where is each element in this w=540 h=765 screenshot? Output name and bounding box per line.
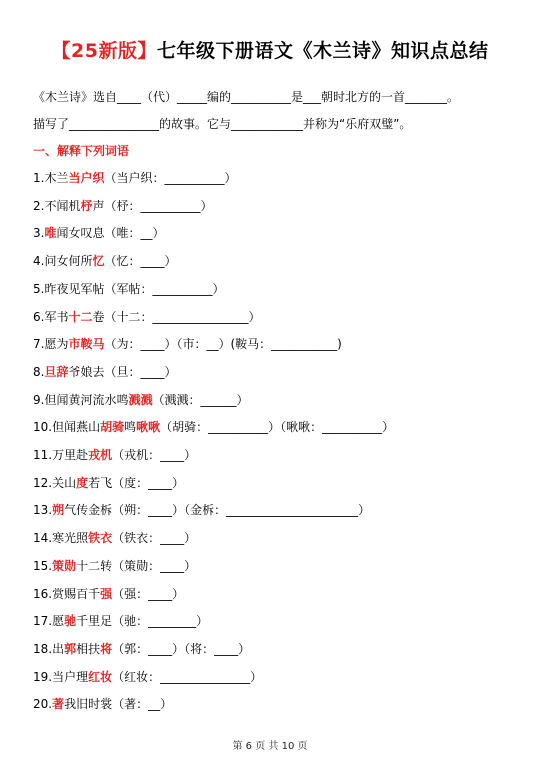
item-text: 6.军书 <box>33 309 69 324</box>
highlighted-term: 戎机 <box>88 448 113 462</box>
list-item <box>33 308 260 325</box>
highlighted-term: 忆 <box>92 254 105 269</box>
item-text: 3. <box>33 226 45 241</box>
item-text: 8. <box>33 364 45 379</box>
highlighted-term: 朔 <box>52 503 65 518</box>
title-main: 七年级下册语文《木兰诗》知识点总结 <box>156 40 489 62</box>
highlighted-term: 当户织 <box>68 171 105 185</box>
list-item <box>33 197 212 214</box>
item-text: 若飞（度：____） <box>88 475 185 490</box>
item-text: 鸣 <box>124 420 137 435</box>
item-text: 16.赏赐百千 <box>33 586 101 601</box>
item-text: 7.愿为 <box>33 337 69 352</box>
item-text: （胡骑：__________）（啾啾：__________） <box>160 420 395 435</box>
title-tag: 【25新版】 <box>51 40 157 62</box>
list-item <box>33 668 262 685</box>
item-text: （红妆：_______________） <box>112 669 263 684</box>
list-item <box>33 612 208 629</box>
item-text: （戎机：____） <box>112 448 197 462</box>
item-text: 13. <box>33 503 53 518</box>
highlighted-term: 十二 <box>68 309 93 324</box>
list-item <box>33 446 196 463</box>
item-text: 爷娘去（旦：____） <box>68 364 177 379</box>
list-item <box>33 695 172 712</box>
list-item <box>33 169 236 186</box>
list-item <box>33 363 176 380</box>
highlighted-term: 强 <box>100 586 113 601</box>
item-text: （忆：____） <box>104 254 177 269</box>
list-item <box>33 474 184 491</box>
highlighted-term: 将 <box>100 641 113 656</box>
list-item <box>33 224 164 241</box>
highlighted-term: 铁衣 <box>88 531 113 546</box>
item-text: 我旧时裳（著：__） <box>64 697 173 712</box>
list-item <box>33 418 394 435</box>
item-text: 14.寒光照 <box>33 531 89 546</box>
list-item <box>33 640 250 657</box>
item-text: 1.木兰 <box>33 171 69 185</box>
page-title <box>0 36 540 63</box>
highlighted-term: 驰 <box>64 614 77 629</box>
item-text: 18.出 <box>33 641 65 656</box>
list-item <box>33 585 184 602</box>
item-text: 11.万里赴 <box>33 448 89 462</box>
highlighted-term: 胡骑 <box>100 420 125 435</box>
item-text: （强：____） <box>112 586 185 601</box>
list-item <box>33 529 196 546</box>
item-text: 17.愿 <box>33 614 65 629</box>
item-text: 4.问女何所 <box>33 254 93 269</box>
item-text: （当户织：__________） <box>104 171 237 185</box>
item-text: 卷（十二：________________） <box>92 309 261 324</box>
item-text: 声（杼：__________） <box>92 198 213 213</box>
highlighted-term: 旦辞 <box>44 364 69 379</box>
highlighted-term: 策勋 <box>52 558 77 573</box>
item-text: （溅溅：______） <box>152 392 249 407</box>
item-text: 9.但闻黄河流水鸣 <box>33 392 129 407</box>
highlighted-term: 郭 <box>64 641 77 656</box>
highlighted-term: 杼 <box>80 198 93 213</box>
item-text: 2.不闻机 <box>33 198 81 213</box>
item-text: 10.但闻燕山 <box>33 420 101 435</box>
intro-line-2: 描写了_______________的故事。它与____________并称为“乐府双璧”。 <box>33 117 412 131</box>
item-text: 19.当户理 <box>33 669 89 684</box>
list-item <box>33 252 176 269</box>
list-item <box>33 391 248 408</box>
item-text: （为：____）（市：__）(鞍马：___________) <box>104 337 342 352</box>
item-text: （铁衣：____） <box>112 531 197 546</box>
list-item <box>33 501 370 518</box>
highlighted-term: 著 <box>52 697 65 712</box>
intro-line-1: 《木兰诗》选自____（代）_____编的__________是___朝时北方的一首_______。 <box>33 90 460 104</box>
item-text: 闻女叹息（唯：__） <box>56 226 165 241</box>
highlighted-term: 溅溅 <box>128 392 153 407</box>
item-text: 气传金柝（朔：____）（金柝：______________________） <box>64 503 371 518</box>
item-text: 千里足（驰：________） <box>76 614 209 629</box>
highlighted-term: 红妆 <box>88 669 113 684</box>
list-item <box>33 280 224 297</box>
page-footer: 第 6 页 共 10 页 <box>232 741 308 752</box>
list-item <box>33 557 196 574</box>
item-text: 军帖（军帖：__________） <box>80 281 225 296</box>
item-text: 5.昨夜见 <box>33 281 81 296</box>
item-text: 12.关山 <box>33 475 77 490</box>
item-text: （郭：____）（将：____） <box>112 641 251 656</box>
highlighted-term: 啾啾 <box>136 420 161 435</box>
item-text: 相扶 <box>76 641 101 656</box>
highlighted-term: 市鞍马 <box>68 337 105 352</box>
item-text: 十二转（策勋：____） <box>76 558 197 573</box>
section-title: 一、解释下列词语 <box>33 144 130 158</box>
highlighted-term: 度 <box>76 475 89 490</box>
item-text: 15. <box>33 558 53 573</box>
list-item <box>33 335 342 352</box>
item-text: 20. <box>33 697 53 712</box>
highlighted-term: 唯 <box>44 226 57 241</box>
